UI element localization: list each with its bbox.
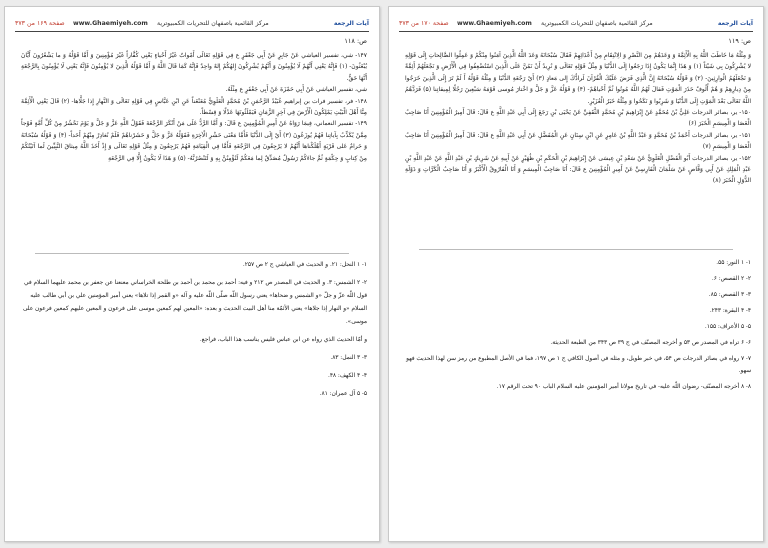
footnote: ۷- ۷ رواه في بصائر الدرجات ص ۵۴، في خبر طويل، و مثله في أصول الكافي ج ۱ ص ۱۹۷، فما في الأصل المطبوع من رمز سن لهذا الحديث فهو سهو. [406,356,751,374]
footnote-separator [419,249,733,250]
footnote: ۳- ۳ القصص: ۸۵. [708,292,751,298]
footnotes [405,257,751,397]
footnote: ۳- ۳ النمل: ۸۳. [330,355,367,361]
page-header [15,19,369,30]
page-body [21,50,367,164]
site-url[interactable]: www.Ghaemiyeh.com [457,20,532,27]
hadith-paragraph: ۱۵۲- ير، بصائر الدرجات أَبُو الْفَضْلِ الْعَلَوِيُّ عَنْ سَعْدِ بْنِ عِيسَى عَنْ إِبْرَاهِيمَ بْنِ الْحَكَمِ بْنِ ظُهَيْرٍ عَنْ أَبِيهِ عَنْ شَرِيكٍ بْنِ عَبْدِ اللَّهِ عَنْ عَبْدِ اللَّهِ بْنِ عَبْدِ الْمَلِكِ عَنْ أَبِي وَقَّاصٍ عَنْ سَلْمَانَ الْفَارِسِيِّ عَنْ أَمِيرِ الْمُؤْمِنِينَ ع قَالَ: أَنَا صَاحِبُ الْمِيسَمِ وَ أَنَا الْفَارُوقُ الْأَكْبَرُ وَ أَنَا صَاحِبُ الْكَرَّاتِ وَ دَوْلَةِ الدُّوَلِ الْخَبَرَ (۸) [405,154,751,185]
page-number: صفحة ۱۶۹ من ۳۷۳ [15,20,65,27]
hadith-paragraph: ۱۴۹- تفسير النعماني، فِيمَا رَوَاهُ عَنْ أَمِيرِ الْمُؤْمِنِينَ ع قَالَ: وَ أَمَّا الرَّدُّ عَلَى مَنْ أَنْكَرَ الرَّجْعَةَ فَقَوْلُ اللَّهِ عَزَّ وَ جَلَّ وَ يَوْمَ نَحْشُرُ مِنْ كُلِّ أُمَّةٍ فَوْجاً مِمَّنْ يُكَذِّبُ بِآياتِنا فَهُمْ يُوزَعُونَ (۳) أَيْ إِلَى الدُّنْيَا فَأَمَّا مَعْنَى حَشْرِ الْآخِرَةِ فَقَوْلُهُ عَزَّ وَ جَلَّ وَ حَشَرْناهُمْ فَلَمْ نُغادِرْ مِنْهُمْ أَحَداً- (۴) وَ قَوْلُهُ سُبْحَانَهُ وَ حَرامٌ عَلى قَرْيَةٍ أَهْلَكْناها أَنَّهُمْ لا يَرْجِعُونَ فِي الرَّجْعَةِ فَأَمَّا فِي الْقِيَامَةِ فَهُمْ يَرْجِعُونَ وَ مِثْلُ قَوْلِهِ تَعَالَى وَ إِذْ أَخَذَ اللَّهُ مِيثاقَ النَّبِيِّينَ لَما آتَيْتُكُمْ مِنْ كِتابٍ وَ حِكْمَةٍ ثُمَّ جاءَكُمْ رَسُولٌ مُصَدِّقٌ لِما مَعَكُمْ لَتُؤْمِنُنَّ بِهِ وَ لَتَنْصُرُنَّهُ- (۵) وَ هَذَا لَا يَكُونُ إِلَّا فِي الرَّجْعَةِ [21,120,368,162]
section-title[interactable]: آيات الرجعة [333,20,369,27]
footnote: ۴- ۴ البقرة: ۲۴۳. [709,308,751,314]
header-rule [399,31,753,32]
footnote: ۶- ۶ تراه في المصدر ص ۵۳ و أخرجه المصنّف في ج ۳۹ ص ۳۴۳ من الطبعة الحديثة. [550,340,751,346]
source-page-label: ص: ۱۱۹ [728,37,751,45]
hadith-paragraph: شي، تفسير العياشي عَنْ أَبِي حَمْزَةَ عَنْ أَبِي جَعْفَرٍ ع مِثْلَهُ. [225,86,367,94]
source-page-label: ص: ۱۱۸ [344,37,367,45]
hadith-paragraph: ۱۵۱- ير، بصائر الدرجات أَحْمَدُ بْنُ مُحَمَّدٍ وَ عَبْدُ اللَّهِ بْنُ عَامِرٍ عَنِ ابْنِ سِنَانٍ عَنِ الْمُفَضَّلِ عَنْ أَبِي عَبْدِ اللَّهِ ع قَالَ: قَالَ أَمِيرُ الْمُؤْمِنِينَ أَنَا صَاحِبُ الْعَصَا وَ الْمِيسَمِ (۷) [405,131,751,151]
hadith-paragraph: وَ مِثْلُهُ مَا خَاطَبَ اللَّهُ بِهِ الْأَئِمَّةَ وَ وَعَدَهُمْ مِنَ النَّصْرِ وَ الِانْتِقَامِ مِنْ أَعْدَائِهِمْ فَقَالَ سُبْحَانَهُ وَعَدَ اللَّهُ الَّذِينَ آمَنُوا مِنْكُمْ وَ عَمِلُوا الصَّالِحاتِ إِلَى قَوْلِهِ لا يُشْرِكُونَ بِي شَيْئاً (۱) وَ هَذَا إِنَّمَا يَكُونُ إِذَا رَجَعُوا إِلَى الدُّنْيَا وَ مِثْلُ قَوْلِهِ تَعَالَى وَ نُرِيدُ أَنْ نَمُنَّ عَلَى الَّذِينَ اسْتُضْعِفُوا فِي الْأَرْضِ وَ نَجْعَلَهُمْ أَئِمَّةً وَ نَجْعَلَهُمُ الْوارِثِينَ- (۲) وَ قَوْلُهُ سُبْحَانَهُ إِنَّ الَّذِي فَرَضَ عَلَيْكَ الْقُرْآنَ لَرادُّكَ إِلى مَعادٍ (۳) أَيْ رَجْعَةِ الدُّنْيَا وَ مِثْلُهُ قَوْلُهُ أَ لَمْ تَرَ إِلَى الَّذِينَ خَرَجُوا مِنْ دِيارِهِمْ وَ هُمْ أُلُوفٌ حَذَرَ الْمَوْتِ فَقالَ لَهُمُ اللَّهُ مُوتُوا ثُمَّ أَحْياهُمْ- (۴) وَ قَوْلُهُ عَزَّ وَ جَلَّ وَ اخْتارَ مُوسى قَوْمَهُ سَبْعِينَ رَجُلًا لِمِيقاتِنا (۵) فَرَدَّهُمُ اللَّهُ تَعَالَى بَعْدَ الْمَوْتِ إِلَى الدُّنْيَا وَ شَرِبُوا وَ نَكَحُوا وَ مِثْلُهُ خَبَرُ الْعُزَيْرِ. [405,52,751,105]
footnote: ۱- ۱ النور: ۵۵. [716,260,751,266]
institute-name: مركز القائمية باصفهان للتحريات الكمبيوترية [157,20,269,27]
section-title[interactable]: آيات الرجعة [717,20,753,27]
footnote: ۵- ۵ الأعراف: ۱۵۵. [704,324,751,330]
footnote: ۵- ۵ آل عمران: ۸۱. [319,391,367,397]
hadith-paragraph: ۱۴۷- شي، تفسير العياشي عَنْ جَابِرٍ عَنْ أَبِي جَعْفَرٍ ع فِي قَوْلِهِ تَعَالَى أَمْواتٌ غَيْرُ أَحْياءٍ يَعْنِي كُفَّاراً غَيْرَ مُؤْمِنِينَ وَ أَمَّا قَوْلُهُ وَ ما يَشْعُرُونَ أَيَّانَ يُبْعَثُونَ- (۱) فَإِنَّهُ يَعْنِي أَنَّهُمْ لَا يُؤْمِنُونَ وَ أَنَّهُمْ يُشْرِكُونَ إِلهُكُمْ إِلهٌ واحِدٌ فَإِنَّهُ كَمَا قَالَ اللَّهُ وَ أَمَّا قَوْلُهُ الَّذِينَ لا يُؤْمِنُونَ فَإِنَّهُ يَعْنِي لَا يُؤْمِنُونَ بِالرَّجْعَةِ أَنَّهَا حَقٌّ. [21,52,368,82]
document-page-right [388,6,764,542]
footnote: ۲- ۲ الشمس: ۳. و الحديث في المصدر ص ۲۱۲ و فيه: أحمد بن محمد بن أحمد بن طلحة الخراساني معنعنا عن جعفر بن محمد عليهما السلام في قول اللّه عزّ و جلّ «و الشمس و ضحاها» يعني رسول اللّه صلّى اللّه عليه و آله «و القمر إذا تلاها» يعني أمير المؤمنين علي بن أبي طالب عليه السلام «و النهار إذا جلاها» يعني الأئمّة منا أهل البيت الحديث و بعده: «المعين لهم كمعين موسى على فرعون و المعين عليهم كمعين فرعون على موسى». [22,280,367,325]
footnote: و أمّا الحديث الذي رواه عن ابن عباس فليس يناسب هذا الباب، فراجع. [199,337,367,343]
site-url[interactable]: www.Ghaemiyeh.com [73,20,148,27]
page-number: صفحة ۱۷۰ من ۳۷۳ [399,20,449,27]
hadith-paragraph: ۱۵۰- ير، بصائر الدرجات عَلِيُّ بْنُ مُحَمَّدٍ عَنْ إِبْرَاهِيمَ بْنِ مُحَمَّدٍ الثَّقَفِيِّ عَنْ يَحْيَى بْنِ رَجَعَ إِلَى أَبِي عَبْدِ اللَّهِ ع قَالَ: قَالَ أَمِيرُ الْمُؤْمِنِينَ أَنَا صَاحِبُ الْعَصَا وَ الْمِيسَمِ الْخَبَرَ (۶) [405,109,751,128]
page-body [405,50,751,187]
footnote: ۱- ۱ النحل: ۲۱. و الحديث في العياشي ج ۲ ص ۲۵۷. [242,262,367,268]
page-header [399,19,753,30]
header-rule [15,31,369,32]
footnotes [21,259,367,406]
hadith-paragraph: ۱۴۸- فر، تفسير فرات بن إبراهيم عُبَيْدُ الرَّحْمَنِ بْنُ مُحَمَّدٍ الْعَلَوِيُّ مُعَنْعَناً عَنِ ابْنِ عَبَّاسٍ فِي قَوْلِهِ تَعَالَى وَ النَّهارِ إِذا جَلَّاها- (۲) قَالَ يَعْنِي الْأَئِمَّةَ مِنَّا أَهْلَ الْبَيْتِ يَمْلِكُونَ الْأَرْضَ فِي آخِرِ الزَّمَانِ فَيَمْلَئُونَهَا عَدْلًا وَ قِسْطاً. [21,97,367,117]
footnote: ۴- ۴ الكهف: ۴۸. [327,373,367,379]
footnote-separator [35,253,349,254]
footnote: ۸- ۸ أخرجه المصنّف- رضوان اللّه عليه- في تاريخ مولانا أمير المؤمنين عليه السلام الباب ۹۰ تحت الرقم ۱۷. [496,384,751,390]
document-page-left [4,6,380,542]
footnote: ۲- ۲ القصص: ۶. [711,276,751,282]
institute-name: مركز القائمية باصفهان للتحريات الكمبيوترية [541,20,653,27]
